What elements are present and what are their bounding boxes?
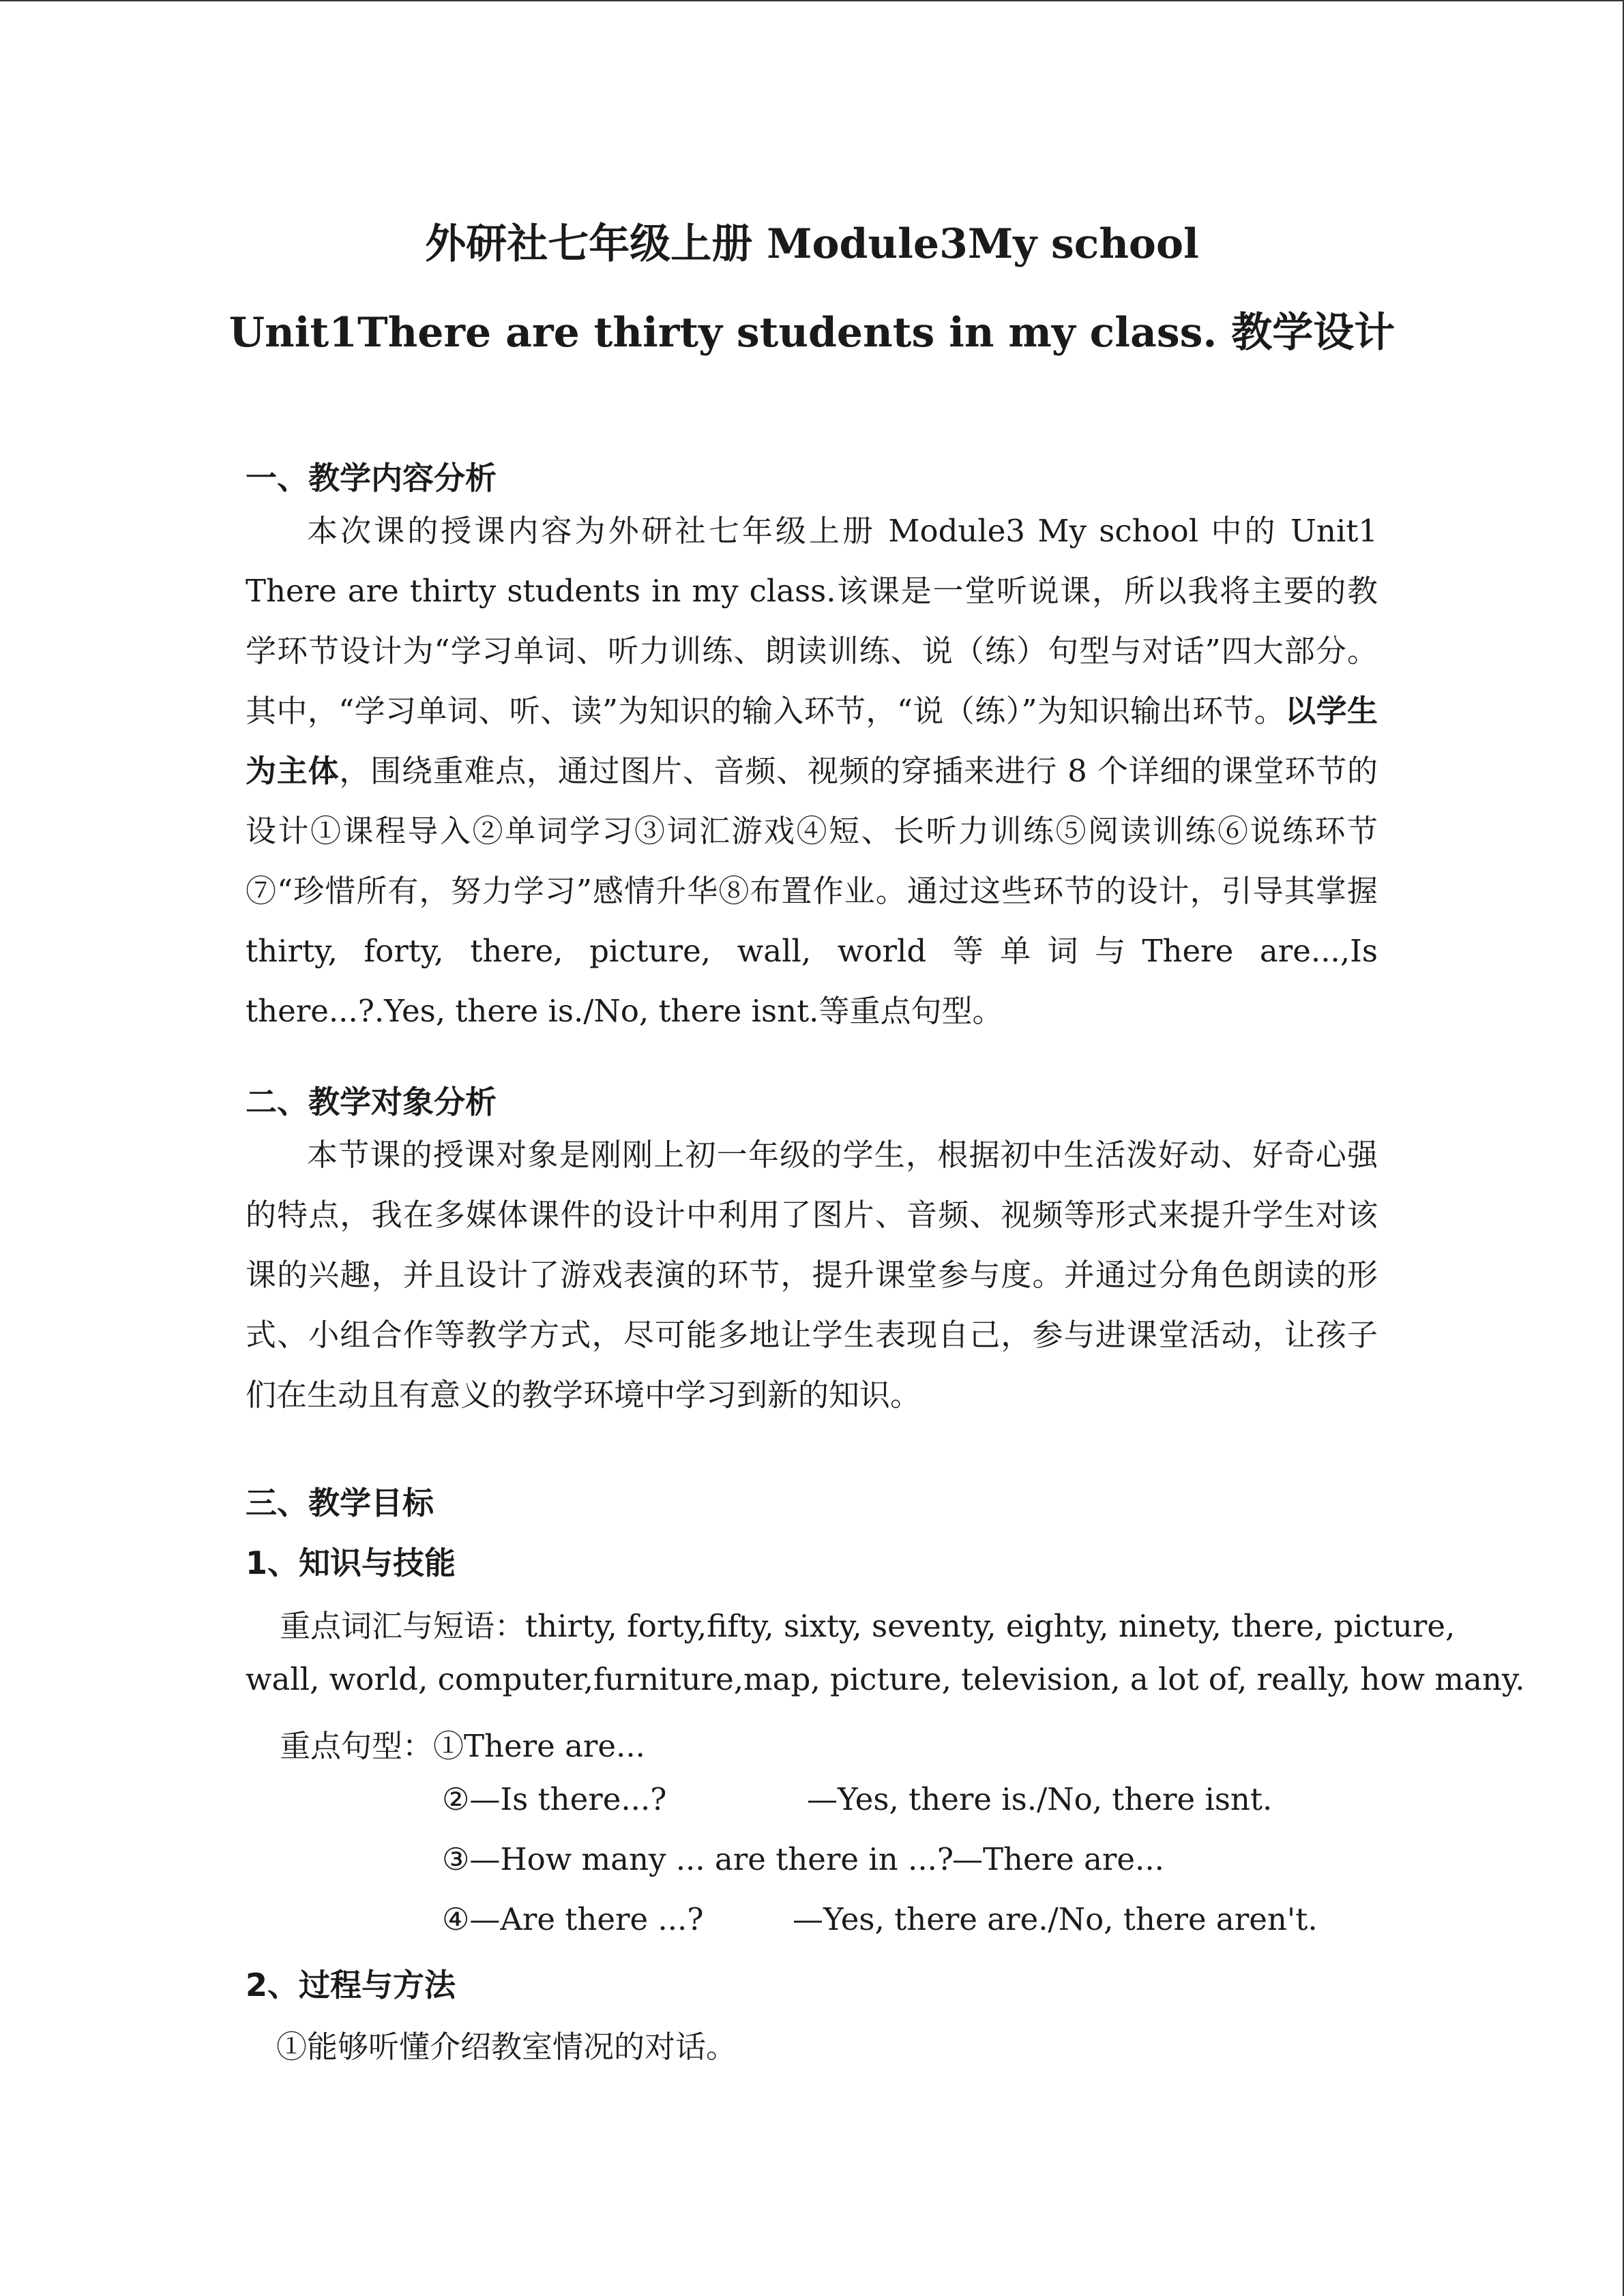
content-analysis-text-2: ，围绕重难点，通过图片、音频、视频的穿插来进行 8 个详细的课堂环节的设计①课程导入②单词学习③词汇游戏④短、长听力训练⑤阅读训练⑥说练环节⑦“珍惜所有，努力学习”感情升华⑧布置作业。通过这些环节的设计，引导其掌握 thirty, forty, there, picture, wall, world 等单词与There are...,Is there...?.Yes, there is./No, there isnt.等重点句型。 (246, 753, 1378, 1029)
section-heading-objectives: 三、教学目标 (246, 1485, 434, 1521)
pattern-2-question: ②—Is there...? (442, 1781, 667, 1817)
pattern-3-question: ③—How many ... are there in ...? (442, 1841, 954, 1877)
document-title: 外研社七年级上册 Module3My school (425, 220, 1199, 268)
subheading-process-methods: 2、过程与方法 (246, 1967, 456, 2003)
patterns-label: 重点句型：①There are... (280, 1728, 645, 1764)
vocab-line-1: 重点词汇与短语：thirty, forty,fifty, sixty, seventy, eighty, ninety, there, picture, (280, 1608, 1456, 1644)
subheading-knowledge-skills: 1、知识与技能 (246, 1545, 456, 1581)
pattern-2-answer: —Yes, there is./No, there isnt. (807, 1781, 1273, 1817)
vocab-line-2: wall, world, computer,furniture,map, picture, television, a lot of, really, how many. (246, 1661, 1525, 1697)
pattern-4-answer: —Yes, there are./No, there aren't. (793, 1901, 1318, 1937)
section-heading-content-analysis: 一、教学内容分析 (246, 460, 497, 496)
pattern-3-answer: —There are... (952, 1841, 1164, 1877)
document-subtitle: Unit1There are thirty students in my class. 教学设计 (228, 309, 1396, 357)
student-analysis-paragraph: 本节课的授课对象是刚刚上初一年级的学生，根据初中生活泼好动、好奇心强的特点，我在多媒体课件的设计中利用了图片、音频、视频等形式来提升学生对该课的兴趣，并且设计了游戏表演的环节，提升课堂参与度。并通过分角色朗读的形式、小组合作等教学方式，尽可能多地让学生表现自己，参与进课堂活动，让孩子们在生动且有意义的教学环境中学习到新的知识。 (246, 1137, 1378, 1413)
content-analysis-text-1: 本次课的授课内容为外研社七年级上册 Module3 My school 中的 Unit1 There are thirty students in my class.该课是一堂听说课，所以我将主要的教学环节设计为“学习单词、听力训练、朗读训练、说（练）句型与对话”四大部分。其中，“学习单词、听、读”为知识的输入环节，“说（练）”为知识输出环节。 (246, 513, 1378, 729)
content-analysis-emphasis: 以学生为主体 (246, 693, 1378, 789)
method-item-1: ①能够听懂介绍教室情况的对话。 (276, 2029, 737, 2065)
section-heading-student-analysis: 二、教学对象分析 (246, 1084, 497, 1120)
content-analysis-paragraph (246, 501, 1378, 1040)
pattern-4-question: ④—Are there ...? (442, 1901, 704, 1937)
